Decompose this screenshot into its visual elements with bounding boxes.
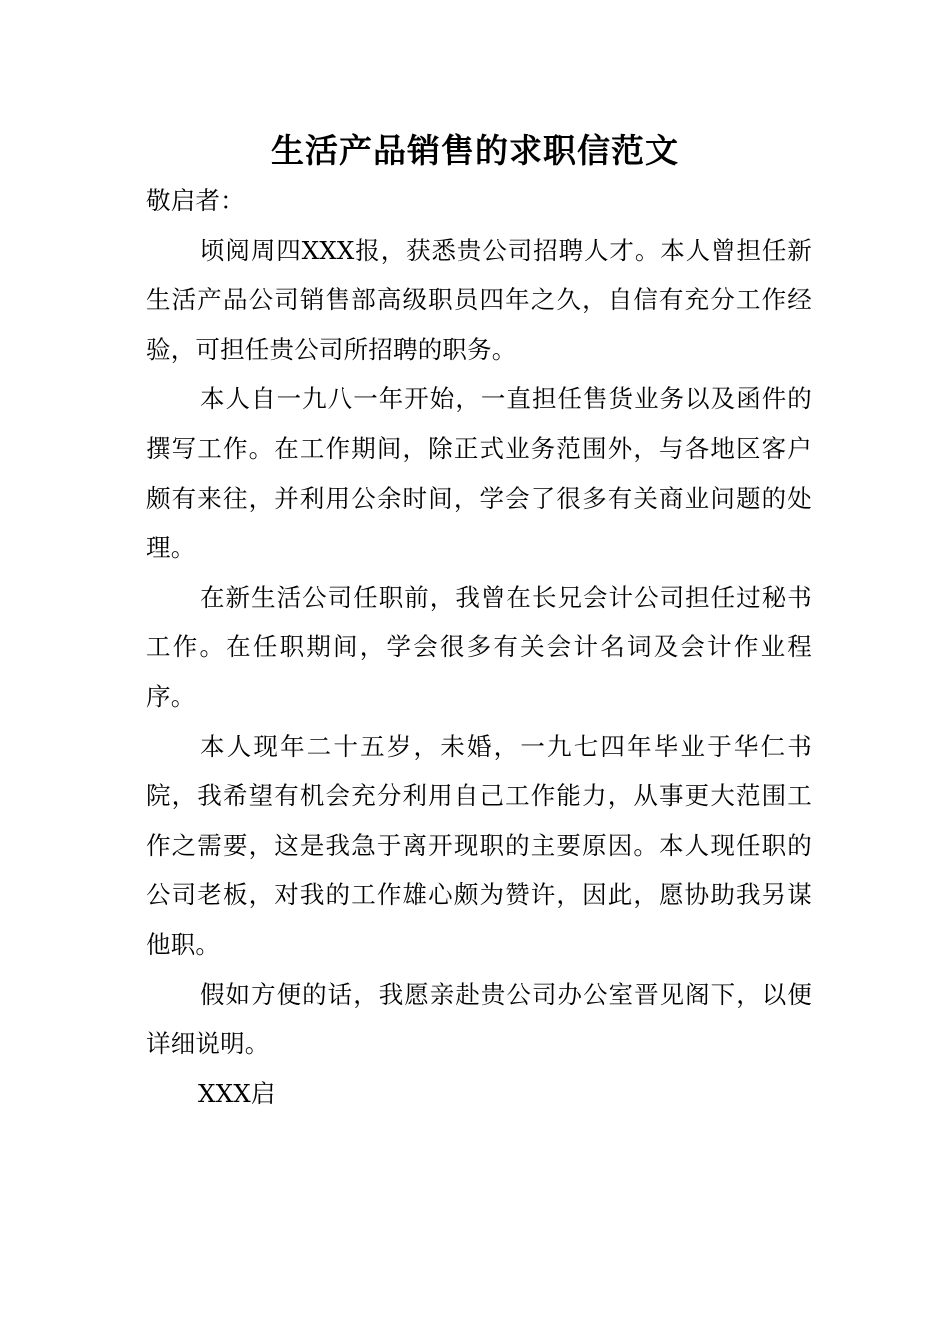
paragraph-3: 在新生活公司任职前，我曾在长兄会计公司担任过秘书工作。在任职期间，学会很多有关会计名词及会计作业程序。 xyxy=(146,582,812,711)
paragraph-1: 顷阅周四XXX报，获悉贵公司招聘人才。本人曾担任新生活产品公司销售部高级职员四年之久，自信有充分工作经验，可担任贵公司所招聘的职务。 xyxy=(146,235,812,364)
letter-body xyxy=(146,176,812,1118)
paragraph-2: 本人自一九八一年开始，一直担任售货业务以及函件的撰写工作。在工作期间，除正式业务范围外，与各地区客户颇有来往，并利用公余时间，学会了很多有关商业问题的处理。 xyxy=(146,384,812,563)
paragraph-5: 假如方便的话，我愿亲赴贵公司办公室晋见阁下，以便详细说明。 xyxy=(146,979,812,1059)
document-title: 生活产品销售的求职信范文 xyxy=(271,131,679,170)
salutation: 敬启者： xyxy=(146,186,245,215)
signature: XXX启 xyxy=(198,1078,276,1108)
paragraph-4: 本人现年二十五岁，未婚，一九七四年毕业于华仁书院，我希望有机会充分利用自己工作能力，从事更大范围工作之需要，这是我急于离开现职的主要原因。本人现任职的公司老板，对我的工作雄心颇为赞许，因此，愿协助我另谋他职。 xyxy=(146,731,812,959)
